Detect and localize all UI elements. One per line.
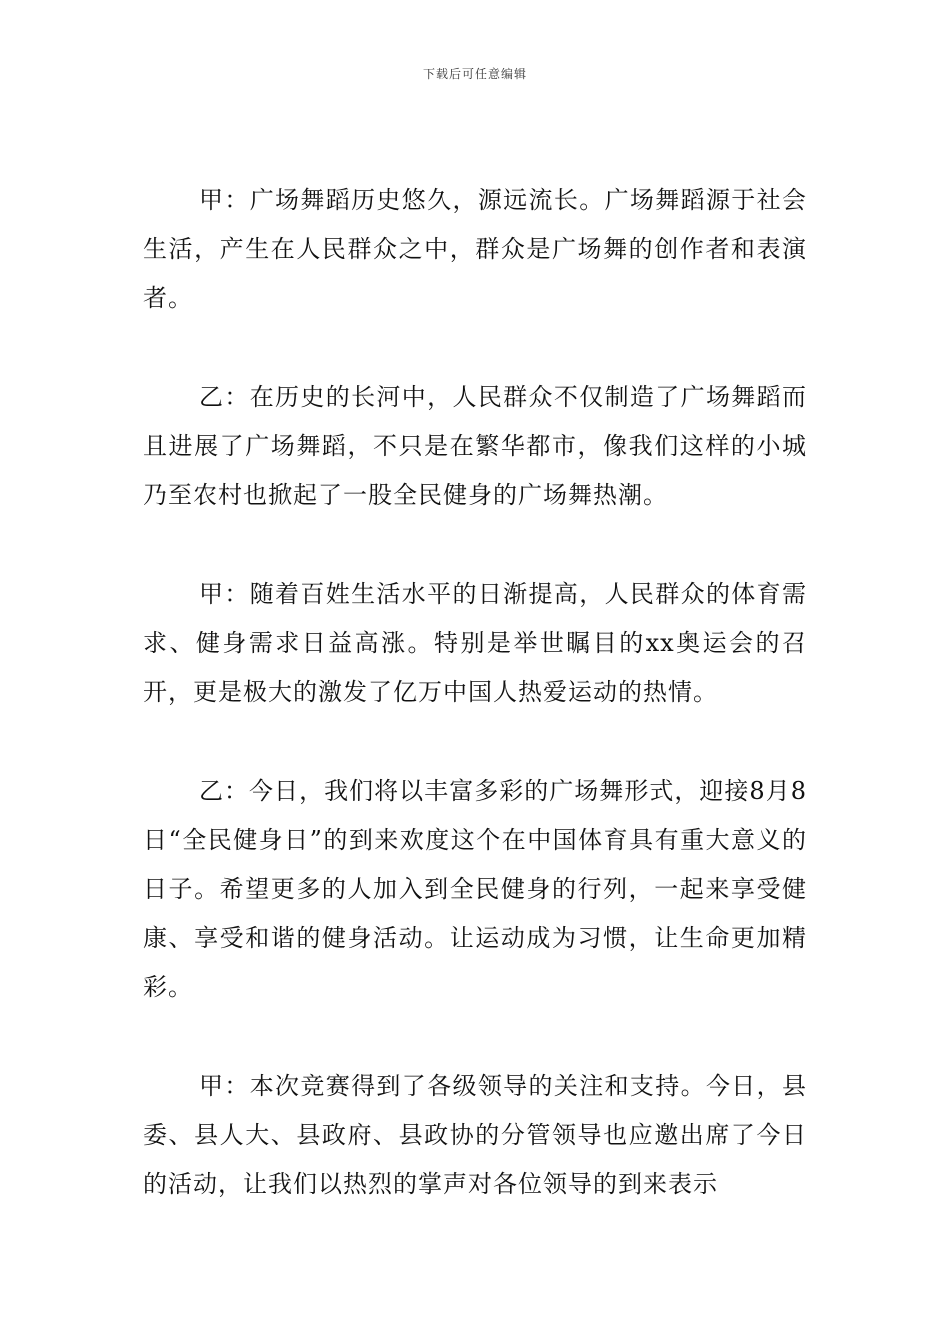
paragraph-2: 乙：在历史的长河中，人民群众不仅制造了广场舞蹈而且进展了广场舞蹈，不只是在繁华都市，像我们这样的小城乃至农村也掀起了一股全民健身的广场舞热潮。 (143, 383, 807, 509)
paragraph-5: 甲：本次竞赛得到了各级领导的关注和支持。今日，县委、县人大、县政府、县政协的分管领导也应邀出席了今日的活动，让我们以热烈的掌声对各位领导的到来表示 (143, 1072, 807, 1198)
paragraph-4: 乙：今日，我们将以丰富多彩的广场舞形式，迎接8月8日“全民健身日”的到来欢度这个在中国体育具有重大意义的日子。希望更多的人加入到全民健身的行列，一起来享受健康、享受和谐的健身活动。让运动成为习惯，让生命更加精彩。 (143, 777, 807, 1001)
page-header-note: 下载后可任意编辑 (422, 67, 527, 81)
paragraph-3: 甲：随着百姓生活水平的日渐提高，人民群众的体育需求、健身需求日益高涨。特别是举世瞩目的xx奥运会的召开，更是极大的激发了亿万中国人热爱运动的热情。 (143, 580, 807, 706)
paragraph-1: 甲：广场舞蹈历史悠久，源远流长。广场舞蹈源于社会生活，产生在人民群众之中，群众是广场舞的创作者和表演者。 (143, 186, 807, 312)
document-body (143, 176, 807, 1259)
